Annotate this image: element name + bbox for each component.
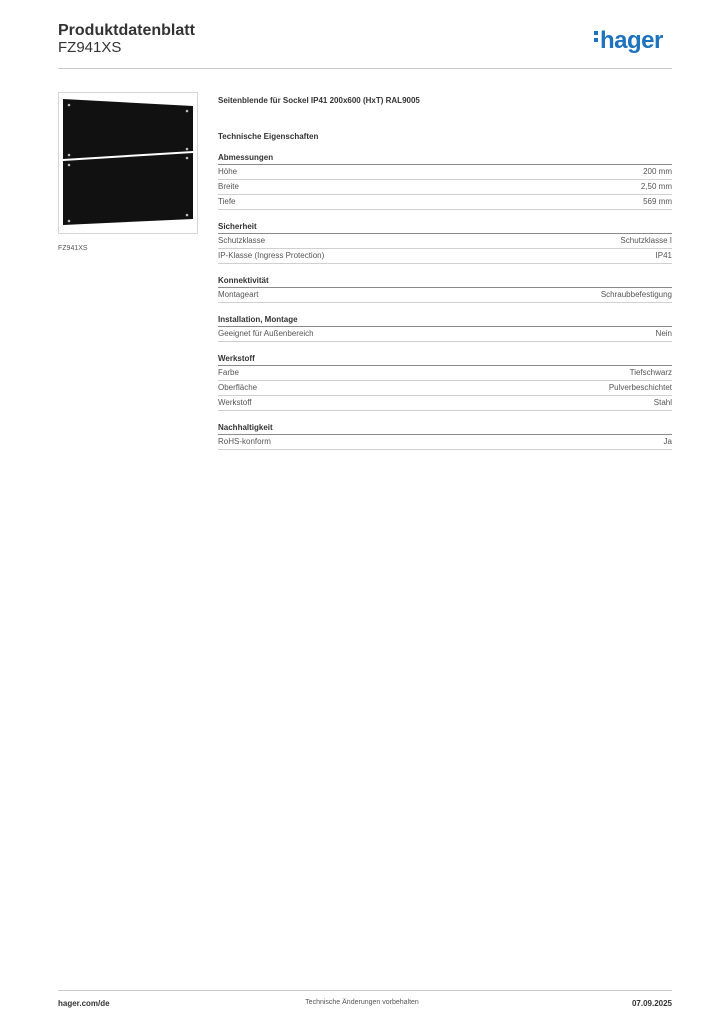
footer-disclaimer: Technische Änderungen vorbehalten [305,999,419,1006]
row-label: Werkstoff [218,398,252,407]
product-image [58,92,198,234]
product-code: FZ941XS [58,39,122,56]
footer-date: 07.09.2025 [631,999,672,1008]
row-label: Farbe [218,368,239,377]
row-label: Schutzklasse [218,236,266,245]
table-row [218,249,672,264]
row-value: IP41 [655,251,672,260]
section-nachhaltigkeit [218,423,672,450]
tech-heading: Technische Eigenschaften [218,132,319,141]
table-row [218,381,672,396]
section-title: Nachhaltigkeit [218,423,672,435]
logo-text: hager [600,27,663,54]
table-row [218,327,672,342]
section-title: Abmessungen [218,153,672,165]
row-label: RoHS-konform [218,437,271,446]
row-value: Pulverbeschichtet [608,383,672,392]
table-row [218,234,672,249]
page-title: Produktdatenblatt [58,22,195,39]
table-row [218,195,672,210]
row-value: Stahl [653,398,672,407]
row-label: Breite [218,182,239,191]
table-row [218,396,672,411]
section-abmessungen [218,153,672,210]
side-panel-image [59,93,197,233]
row-value: Schutzklasse I [620,236,672,245]
row-value: Nein [655,329,672,338]
footer-divider [58,990,672,991]
table-row [218,180,672,195]
row-value: Ja [663,437,672,446]
row-label: IP-Klasse (Ingress Protection) [218,251,325,260]
product-details [218,96,672,462]
row-label: Höhe [218,167,238,176]
section-installation [218,315,672,342]
section-title: Konnektivität [218,276,672,288]
row-label: Oberfläche [218,383,258,392]
row-label: Tiefe [218,197,236,206]
header-divider [58,68,672,69]
table-row [218,165,672,180]
row-value: 569 mm [643,197,672,206]
section-title: Sicherheit [218,222,672,234]
row-value: Tiefschwarz [629,368,672,377]
footer-website-link[interactable]: hager.com/de [58,999,110,1008]
logo-dots-icon [594,31,598,45]
row-label: Geeignet für Außenbereich [218,329,314,338]
table-row [218,288,672,303]
product-title: Seitenblende für Sockel IP41 200x600 (HxT) RAL9005 [218,96,420,105]
row-value: 200 mm [643,167,672,176]
section-werkstoff [218,354,672,411]
section-title: Werkstoff [218,354,672,366]
section-konnektivitaet [218,276,672,303]
row-value: 2,50 mm [640,182,672,191]
hager-logo[interactable] [594,27,663,55]
row-value: Schraubbefestigung [600,290,672,299]
section-title: Installation, Montage [218,315,672,327]
table-row [218,366,672,381]
section-sicherheit [218,222,672,264]
table-row [218,435,672,450]
row-label: Montageart [218,290,259,299]
image-caption: FZ941XS [58,245,88,252]
